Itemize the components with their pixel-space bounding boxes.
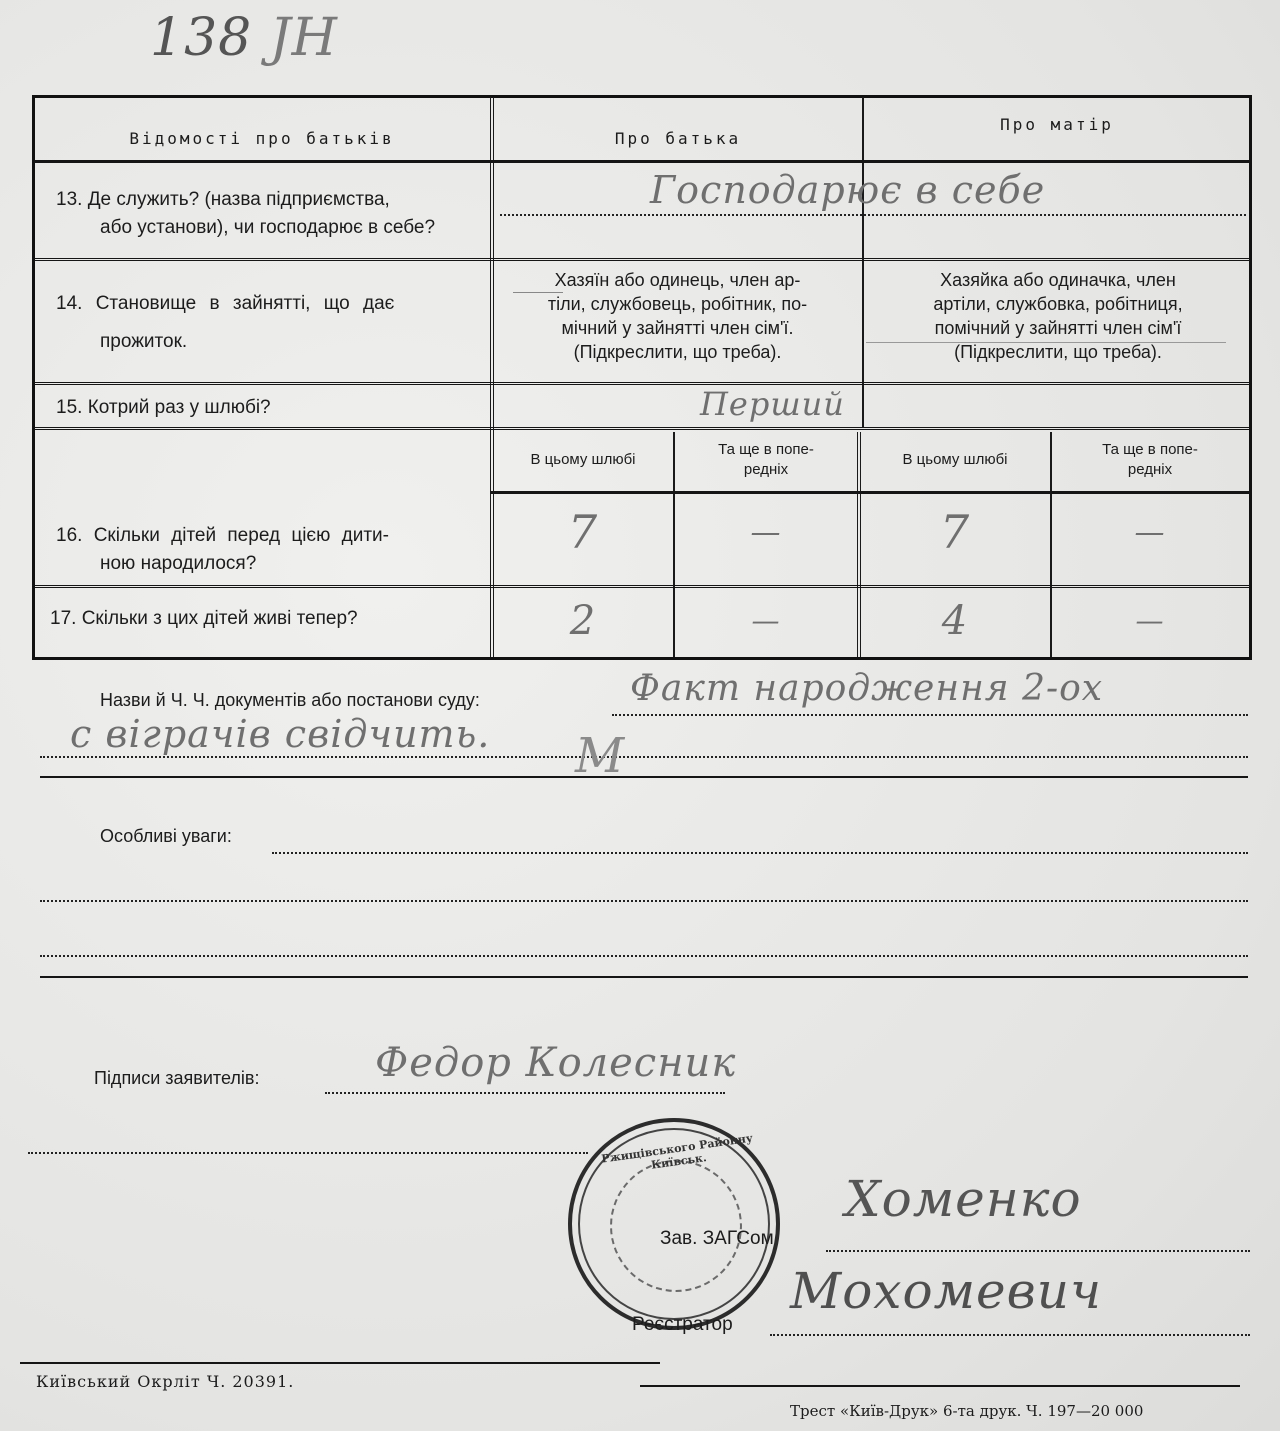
- footer-rule-left: [20, 1362, 660, 1364]
- answer-15-handwritten: Перший: [700, 385, 845, 423]
- question-14: 14. Становище в зайнятті, що дає прожиток.: [56, 293, 395, 352]
- remarks-label: Особливі уваги:: [100, 826, 232, 846]
- row-divider-14: [34, 382, 1250, 388]
- documents-line-1: [612, 714, 1248, 716]
- children-before-mother-this: 7: [939, 505, 971, 559]
- question-15: 15. Котрий раз у шлюбі?: [56, 397, 271, 418]
- applicants-signature-label: Підписи заявителів:: [94, 1068, 260, 1088]
- applicants-signature-line-2: [28, 1152, 588, 1154]
- row-divider-16-sub: [490, 491, 1250, 494]
- children-alive-father-this: 2: [569, 598, 597, 644]
- header-parents-info: Відомості про батьків: [129, 129, 395, 148]
- father-occupation-options: Хазяїн або одинець, член ар- тіли, службовець, робітник, по- мічний у зайнятті член сім'ї. (Підкреслити, що треба).: [547, 270, 808, 362]
- mother-underline-mark: [866, 342, 1226, 343]
- children-alive-mother-prev: —: [1135, 604, 1165, 637]
- question-13: 13. Де служить? (назва підприємства, або установи), чи господарює в себе?: [56, 189, 436, 238]
- remarks-end-line: [40, 976, 1248, 978]
- head-zags-line: [826, 1250, 1250, 1252]
- row-divider-13: [34, 258, 1250, 264]
- applicants-signature: Федор Колесник: [375, 1040, 737, 1086]
- stamp-text: Ржищівського Районну Київськ.: [600, 1131, 754, 1172]
- remarks-line-3: [40, 955, 1248, 957]
- official-stamp: [568, 1118, 780, 1330]
- mother-occupation-options: Хазяйка або одиначка, член артіли, службовка, робітниця, помічний у зайнятті член сім'ї (Підкреслити, що треба).: [933, 270, 1183, 362]
- registrar-signature: Мохомевич: [790, 1262, 1103, 1320]
- documents-line-3: [40, 776, 1248, 778]
- row-divider-15: [34, 427, 1250, 433]
- answer-13-handwritten: Господарює в себе: [650, 168, 1046, 212]
- stamp-inner-circle: [610, 1160, 742, 1292]
- col-divider-father-sub: [673, 432, 675, 657]
- documents-handwritten-2: с віграчів свідчить.: [70, 712, 491, 756]
- corner-number: 138: [150, 8, 253, 68]
- col-divider-father-mother-lower: [857, 432, 861, 657]
- applicants-signature-line: [325, 1092, 725, 1094]
- registrar-line: [770, 1334, 1250, 1336]
- documents-line-2: [40, 756, 1248, 758]
- subheader-father-previous: Та ще в попе- редніх: [718, 441, 814, 478]
- father-underline-mark: [513, 292, 563, 293]
- children-alive-father-prev: —: [751, 604, 781, 637]
- children-before-father-prev: —: [750, 515, 782, 550]
- head-zags-signature: Хоменко: [845, 1170, 1082, 1228]
- answer-13-line: [500, 214, 1246, 216]
- children-before-father-this: 7: [567, 505, 599, 559]
- documents-initials-mark: M: [575, 728, 626, 784]
- footer-print-info-right: Трест «Київ-Друк» 6-та друк. Ч. 197—20 000: [790, 1402, 1144, 1420]
- question-16: 16. Скільки дітей перед цією дити- ною народилося?: [56, 525, 389, 574]
- row-divider-header: [34, 160, 1250, 163]
- documents-label: Назви й Ч. Ч. документів або постанови суду:: [100, 690, 480, 710]
- remarks-line-2: [40, 900, 1248, 902]
- registrar-label: Реєстратор: [632, 1314, 733, 1335]
- question-17: 17. Скільки з цих дітей живі тепер?: [50, 608, 358, 629]
- col-divider-question: [490, 97, 494, 657]
- subheader-father-this-marriage: В цьому шлюбі: [530, 451, 636, 468]
- children-before-mother-prev: —: [1134, 515, 1166, 550]
- header-father: Про батька: [614, 129, 742, 148]
- footer-rule-right: [640, 1385, 1240, 1387]
- children-alive-mother-this: 4: [941, 598, 969, 644]
- documents-handwritten-1: Факт народження 2-ох: [630, 668, 1104, 709]
- subheader-mother-previous: Та ще в попе- редніх: [1102, 441, 1198, 478]
- remarks-line-1: [272, 852, 1248, 854]
- footer-print-info-left: Київський Окрліт Ч. 20391.: [36, 1372, 295, 1391]
- corner-number-note: [150, 8, 338, 68]
- head-zags-label: Зав. ЗАГСом: [660, 1228, 774, 1249]
- corner-initials: JH: [269, 8, 338, 68]
- row-divider-16: [34, 585, 1250, 591]
- subheader-mother-this-marriage: В цьому шлюбі: [902, 451, 1008, 468]
- header-mother: Про матір: [1000, 115, 1114, 134]
